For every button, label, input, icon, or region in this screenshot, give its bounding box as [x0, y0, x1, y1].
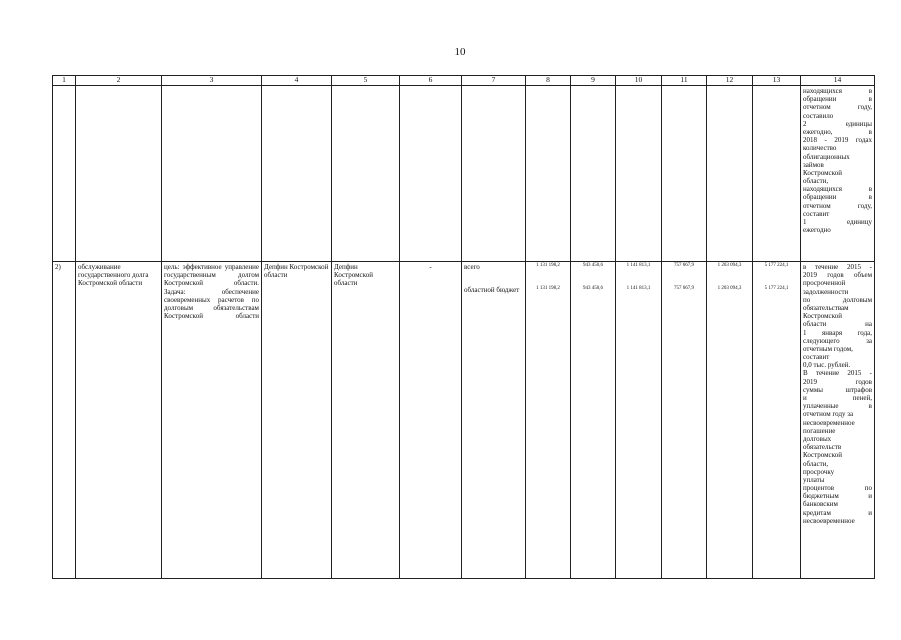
text-line: области, — [803, 459, 829, 468]
text-line: суммы штрафов — [803, 385, 872, 394]
text-line: находящихся в — [803, 185, 872, 194]
empty-cell — [662, 86, 707, 262]
text-line: 1 января года, — [803, 328, 872, 337]
value-budget: 757 667,9 — [674, 286, 694, 291]
event-name: обслуживание государственного долга Костромской области — [76, 262, 162, 579]
text-line: ежегодно, в — [803, 127, 872, 136]
text-line: Костромской — [803, 312, 842, 321]
header-cell: 7 — [462, 76, 526, 86]
text-line: уплаченные в — [803, 402, 872, 411]
year-2018-values — [662, 262, 707, 579]
text-line: отчетном году, — [803, 103, 872, 112]
text-line: отчетном году, — [803, 201, 872, 210]
year-2015-values — [526, 262, 571, 579]
goal-text: цель: эффективное управление государственным долгом Костромской области. — [164, 263, 259, 288]
empty-cell — [76, 86, 162, 262]
text-line: банковским — [803, 500, 838, 509]
text-line: 0,0 тыс. рублей. — [803, 361, 851, 370]
empty-cell — [462, 86, 526, 262]
table-header-row — [53, 76, 875, 86]
header-cell: 11 — [662, 76, 707, 86]
text-line: просрочку — [803, 467, 835, 476]
text-line: и пеней, — [803, 394, 872, 402]
empty-cell — [707, 86, 753, 262]
text-line: по долговым — [803, 295, 872, 304]
text-line: отчетном году за — [803, 410, 854, 419]
value-total: 1 131 198,2 — [536, 263, 560, 268]
text-line: займов — [803, 160, 824, 169]
text-line: 2019 годов объем — [803, 271, 872, 280]
participant: Депфин Костромской области — [332, 262, 400, 579]
source-regional-budget: областной бюджет — [464, 286, 520, 294]
header-cell: 14 — [801, 76, 875, 86]
text-line: обязательств — [803, 443, 842, 452]
total-values — [753, 262, 801, 579]
header-cell: 6 — [400, 76, 462, 86]
text-line: в течение 2015 - — [803, 263, 872, 271]
value-total: 757 667,9 — [674, 263, 694, 268]
value-total: 1 203 094,3 — [717, 263, 742, 268]
value-total: 5 177 224,1 — [764, 263, 789, 268]
header-cell: 12 — [707, 76, 753, 86]
text-line: 2019 годов — [803, 377, 872, 386]
text-line: 1 единицу — [803, 218, 872, 226]
source-total: всего — [464, 263, 480, 271]
text-line: составит — [803, 353, 830, 362]
funding-sources — [462, 262, 526, 579]
text-line: погашение — [803, 426, 836, 435]
header-cell: 9 — [571, 76, 616, 86]
text-line: кредитам и — [803, 508, 872, 517]
indicator-text-cell — [801, 262, 875, 579]
header-cell: 1 — [53, 76, 76, 86]
text-line: ежегодно — [803, 226, 831, 235]
value-total: 1 141 813,1 — [626, 263, 651, 268]
text-line: несвоевременное — [803, 418, 855, 427]
empty-cell — [571, 86, 616, 262]
header-cell: 5 — [332, 76, 400, 86]
value-budget: 1 203 094,3 — [717, 286, 742, 291]
text-line: составит — [803, 209, 830, 218]
empty-cell — [753, 86, 801, 262]
year-2017-values — [616, 262, 662, 579]
goal-task-cell — [162, 262, 262, 579]
value-budget: 1 131 198,2 — [536, 286, 560, 291]
table-row — [53, 262, 875, 579]
text-line: 2 единицы — [803, 119, 872, 128]
text-line: В течение 2015 - — [803, 369, 872, 378]
col6-value: - — [400, 262, 462, 579]
text-line: Костромской — [803, 168, 842, 177]
empty-cell — [162, 86, 262, 262]
value-budget: 5 177 224,1 — [764, 286, 789, 291]
text-line: уплаты — [803, 475, 825, 484]
executor: Депфин Костромской области — [262, 262, 332, 579]
header-cell: 2 — [76, 76, 162, 86]
text-line: долговых — [803, 434, 832, 443]
text-line: несвоевременное — [803, 516, 855, 525]
page-number: 10 — [454, 46, 466, 58]
text-line: обращении в — [803, 193, 872, 202]
indicator-text-cell — [801, 86, 875, 262]
text-line: процентов по — [803, 484, 872, 493]
empty-cell — [526, 86, 571, 262]
empty-cell — [400, 86, 462, 262]
text-line: Костромской — [803, 451, 842, 460]
empty-cell — [616, 86, 662, 262]
table-row — [53, 86, 875, 262]
year-2019-values — [707, 262, 753, 579]
empty-cell — [332, 86, 400, 262]
year-2016-values — [571, 262, 616, 579]
header-cell: 8 — [526, 76, 571, 86]
text-line: задолженности — [803, 287, 849, 296]
text-line: области на — [803, 320, 872, 329]
empty-cell — [262, 86, 332, 262]
header-cell: 4 — [262, 76, 332, 86]
text-line: составило — [803, 111, 834, 120]
program-table — [52, 75, 875, 579]
text-line: просроченной — [803, 279, 846, 288]
text-line: области, — [803, 177, 829, 186]
text-line: обязательствам — [803, 303, 849, 312]
text-line: отчетным годом, — [803, 344, 853, 353]
text-line: обращении в — [803, 95, 872, 104]
header-cell: 10 — [616, 76, 662, 86]
value-budget: 1 141 813,1 — [626, 286, 651, 291]
task-text: Задача: обеспечение своевременных расчетов по долговым обязательствам Костромской области — [164, 287, 259, 321]
text-line: облигационных — [803, 152, 850, 161]
text-line: количество — [803, 144, 837, 153]
empty-cell — [53, 86, 76, 262]
text-line: 2018 - 2019 годах — [803, 136, 872, 145]
row-number: 2) — [53, 262, 76, 579]
text-line: следующего за — [803, 336, 872, 345]
value-total: 943 450,6 — [583, 263, 603, 268]
text-line: находящихся в — [803, 87, 872, 95]
header-cell: 13 — [753, 76, 801, 86]
header-cell: 3 — [162, 76, 262, 86]
text-line: бюджетным и — [803, 492, 872, 501]
value-budget: 943 450,6 — [583, 286, 603, 291]
